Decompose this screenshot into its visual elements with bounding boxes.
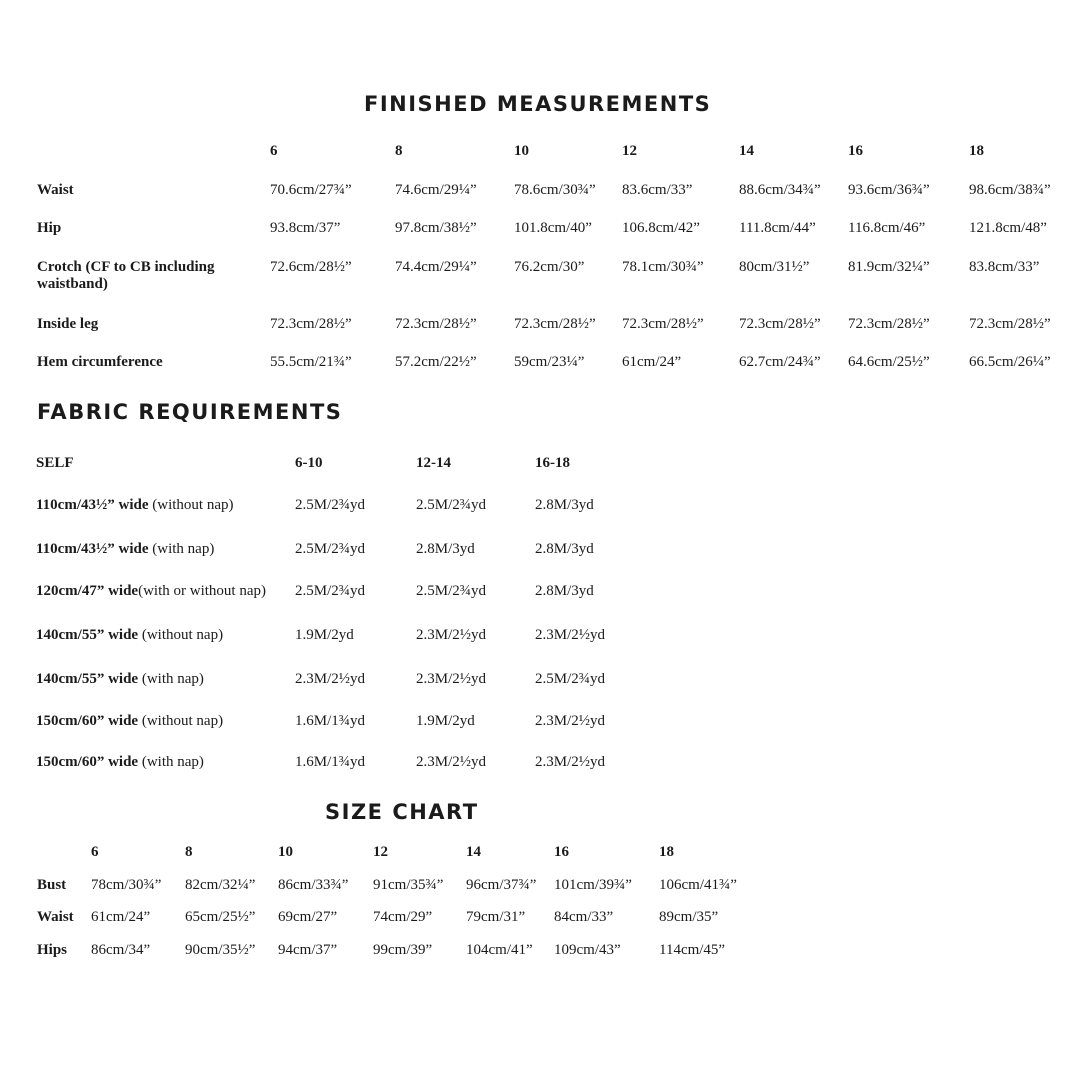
fabric-cell: 2.8M/3yd (535, 497, 594, 513)
fabric-cell: 2.8M/3yd (535, 541, 594, 557)
fabric-cell: 2.5M/2¾yd (535, 671, 606, 687)
finished-cell: 98.6cm/38¾” (969, 182, 1051, 198)
fabric-cell: 2.5M/2¾yd (295, 541, 366, 557)
finished-cell: 76.2cm/30” (514, 259, 585, 275)
fabric-size-header: 12-14 (416, 455, 451, 471)
sizechart-row-label: Waist (37, 909, 74, 925)
finished-cell: 83.8cm/33” (969, 259, 1040, 275)
sizechart-size-header: 10 (278, 844, 293, 860)
finished-size-header: 6 (270, 143, 278, 159)
fabric-cell: 2.5M/2¾yd (295, 583, 366, 599)
sizechart-size-header: 8 (185, 844, 193, 860)
sizechart-cell: 91cm/35¾” (373, 877, 444, 893)
fabric-cell: 1.6M/1¾yd (295, 754, 366, 770)
finished-cell: 83.6cm/33” (622, 182, 693, 198)
finished-cell: 72.6cm/28½” (270, 259, 352, 275)
fabric-cell: 2.5M/2¾yd (416, 497, 487, 513)
finished-size-header: 10 (514, 143, 529, 159)
fabric-row-label (36, 754, 204, 771)
finished-row-label: Hip (37, 220, 62, 236)
finished-cell: 66.5cm/26¼” (969, 354, 1051, 370)
finished-cell: 78.6cm/30¾” (514, 182, 596, 198)
sizechart-cell: 90cm/35½” (185, 942, 256, 958)
fabric-width: 110cm/43½” wide (36, 541, 149, 557)
finished-cell: 72.3cm/28½” (969, 316, 1051, 332)
finished-measurements-title: FINISHED MEASUREMENTS (364, 92, 712, 116)
finished-row-label: Hem circumference (37, 354, 163, 370)
finished-cell: 80cm/31½” (739, 259, 810, 275)
sizechart-cell: 65cm/25½” (185, 909, 256, 925)
fabric-width: 140cm/55” wide (36, 671, 139, 687)
sizechart-cell: 84cm/33” (554, 909, 614, 925)
fabric-cell: 2.3M/2½yd (416, 754, 487, 770)
sizechart-cell: 79cm/31” (466, 909, 526, 925)
finished-row-label: Inside leg (37, 316, 99, 332)
sizechart-cell: 78cm/30¾” (91, 877, 162, 893)
fabric-width: 110cm/43½” wide (36, 497, 149, 513)
fabric-nap-note: (without nap) (148, 497, 234, 513)
fabric-cell: 1.9M/2yd (416, 713, 475, 729)
finished-size-header: 14 (739, 143, 754, 159)
finished-cell: 61cm/24” (622, 354, 682, 370)
sizechart-cell: 109cm/43” (554, 942, 621, 958)
sizechart-cell: 74cm/29” (373, 909, 433, 925)
finished-cell: 70.6cm/27¾” (270, 182, 352, 198)
finished-cell: 72.3cm/28½” (395, 316, 477, 332)
finished-cell: 81.9cm/32¼” (848, 259, 930, 275)
fabric-nap-note: (with or without nap) (138, 583, 266, 599)
finished-cell: 116.8cm/46” (848, 220, 926, 236)
finished-cell: 93.8cm/37” (270, 220, 341, 236)
finished-size-header: 18 (969, 143, 984, 159)
sizechart-size-header: 12 (373, 844, 388, 860)
fabric-row-label (36, 583, 266, 600)
sizechart-cell: 89cm/35” (659, 909, 719, 925)
sizechart-size-header: 18 (659, 844, 674, 860)
finished-cell: 62.7cm/24¾” (739, 354, 821, 370)
sizechart-cell: 86cm/33¾” (278, 877, 349, 893)
sizechart-cell: 94cm/37” (278, 942, 338, 958)
finished-cell: 93.6cm/36¾” (848, 182, 930, 198)
finished-cell: 74.6cm/29¼” (395, 182, 477, 198)
fabric-size-header: 6-10 (295, 455, 323, 471)
finished-size-header: 8 (395, 143, 403, 159)
sizechart-size-header: 6 (91, 844, 99, 860)
sizechart-size-header: 14 (466, 844, 481, 860)
fabric-width: 120cm/47” wide (36, 583, 139, 599)
fabric-cell: 2.3M/2½yd (416, 627, 487, 643)
finished-cell: 55.5cm/21¾” (270, 354, 352, 370)
fabric-cell: 2.3M/2½yd (535, 754, 606, 770)
finished-cell: 111.8cm/44” (739, 220, 816, 236)
fabric-cell: 2.3M/2½yd (535, 713, 606, 729)
fabric-cell: 1.6M/1¾yd (295, 713, 366, 729)
finished-cell: 72.3cm/28½” (622, 316, 704, 332)
fabric-nap-note: (with nap) (148, 541, 215, 557)
sizechart-cell: 86cm/34” (91, 942, 151, 958)
finished-cell: 88.6cm/34¾” (739, 182, 821, 198)
fabric-row-label (36, 541, 214, 558)
sizechart-cell: 96cm/37¾” (466, 877, 537, 893)
sizechart-cell: 104cm/41” (466, 942, 533, 958)
fabric-self-label: SELF (36, 455, 74, 471)
sizechart-size-header: 16 (554, 844, 569, 860)
fabric-cell: 2.3M/2½yd (416, 671, 487, 687)
fabric-cell: 1.9M/2yd (295, 627, 354, 643)
finished-cell: 74.4cm/29¼” (395, 259, 477, 275)
fabric-width: 140cm/55” wide (36, 627, 139, 643)
finished-cell: 97.8cm/38½” (395, 220, 477, 236)
fabric-nap-note: (with nap) (138, 754, 204, 770)
fabric-cell: 2.3M/2½yd (295, 671, 366, 687)
sizechart-cell: 69cm/27” (278, 909, 338, 925)
sizechart-row-label: Bust (37, 877, 67, 893)
sizechart-cell: 106cm/41¾” (659, 877, 737, 893)
finished-cell: 72.3cm/28½” (739, 316, 821, 332)
finished-cell: 57.2cm/22½” (395, 354, 477, 370)
fabric-cell: 2.8M/3yd (535, 583, 594, 599)
finished-cell: 72.3cm/28½” (514, 316, 596, 332)
fabric-nap-note: (without nap) (138, 713, 224, 729)
fabric-nap-note: (without nap) (138, 627, 224, 643)
sizechart-cell: 61cm/24” (91, 909, 151, 925)
finished-cell: 72.3cm/28½” (848, 316, 930, 332)
sizechart-cell: 114cm/45” (659, 942, 726, 958)
sizechart-row-label: Hips (37, 942, 68, 958)
finished-row-label: Waist (37, 182, 74, 198)
finished-cell: 121.8cm/48” (969, 220, 1047, 236)
fabric-cell: 2.5M/2¾yd (295, 497, 366, 513)
finished-cell: 64.6cm/25½” (848, 354, 930, 370)
finished-cell: 72.3cm/28½” (270, 316, 352, 332)
fabric-cell: 2.3M/2½yd (535, 627, 606, 643)
fabric-nap-note: (with nap) (138, 671, 204, 687)
fabric-size-header: 16-18 (535, 455, 570, 471)
finished-cell: 101.8cm/40” (514, 220, 592, 236)
sizechart-cell: 82cm/32¼” (185, 877, 256, 893)
finished-size-header: 16 (848, 143, 863, 159)
sizechart-cell: 101cm/39¾” (554, 877, 632, 893)
finished-cell: 59cm/23¼” (514, 354, 585, 370)
fabric-row-label (36, 627, 223, 644)
finished-cell: 106.8cm/42” (622, 220, 700, 236)
fabric-width: 150cm/60” wide (36, 754, 139, 770)
fabric-width: 150cm/60” wide (36, 713, 139, 729)
finished-size-header: 12 (622, 143, 637, 159)
fabric-cell: 2.8M/3yd (416, 541, 475, 557)
sizechart-cell: 99cm/39” (373, 942, 433, 958)
fabric-cell: 2.5M/2¾yd (416, 583, 487, 599)
fabric-requirements-title: FABRIC REQUIREMENTS (37, 400, 343, 424)
finished-row-label: Crotch (CF to CB including waistband) (37, 259, 215, 292)
finished-cell: 78.1cm/30¾” (622, 259, 704, 275)
size-chart-title: SIZE CHART (325, 800, 479, 824)
fabric-row-label (36, 671, 204, 688)
fabric-row-label (36, 713, 223, 730)
fabric-row-label (36, 497, 233, 514)
